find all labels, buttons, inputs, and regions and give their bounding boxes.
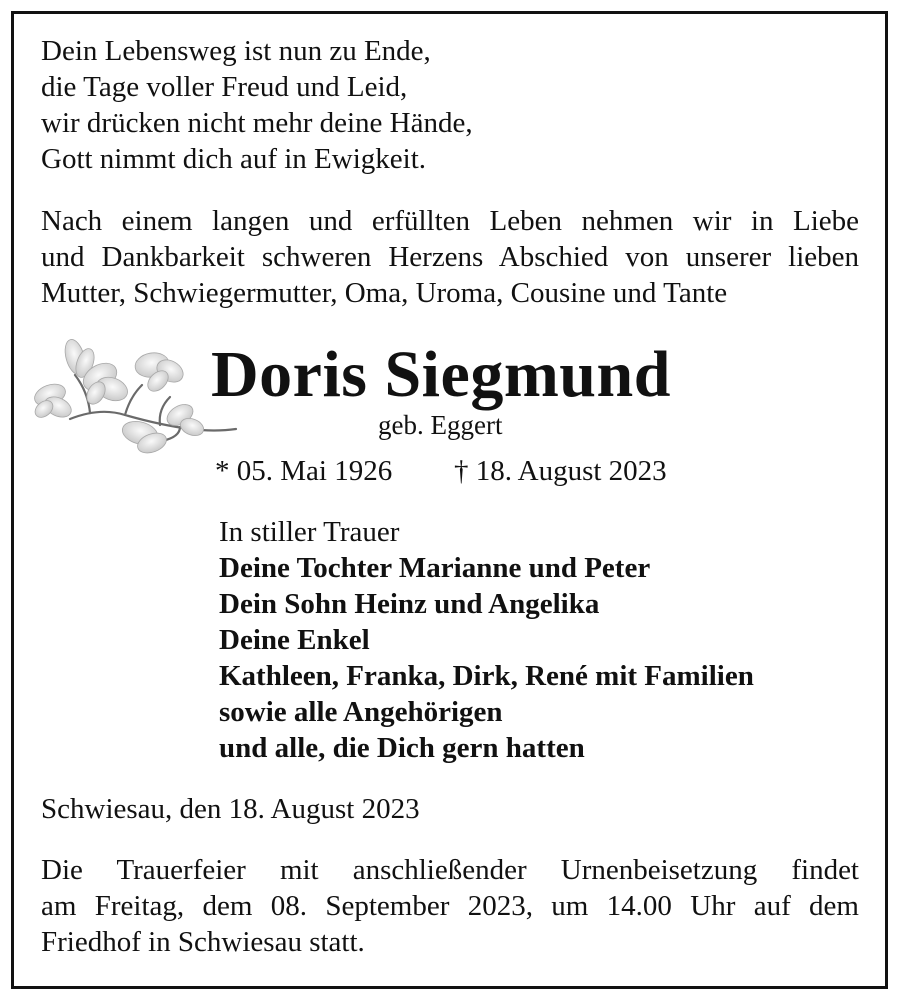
mourner-line-6: und alle, die Dich gern hatten [219,732,585,764]
funeral-line-3: Friedhof in Schwiesau statt. [41,926,365,958]
death-date: † 18. August 2023 [454,455,667,487]
intro-line-1: Nach einem langen und erfüllten Leben nehmen wir in Liebe [41,205,859,237]
deceased-name: Doris Siegmund [211,338,671,411]
magnolia-branch-icon [30,337,240,457]
poem-line-2: die Tage voller Freud und Leid, [41,71,408,103]
mourner-line-4: Kathleen, Franka, Dirk, René mit Familien [219,660,754,692]
intro-line-2: und Dankbarkeit schweren Herzens Abschied von unserer lieben [41,241,859,273]
intro-paragraph [41,203,859,311]
poem-line-4: Gott nimmt dich auf in Ewigkeit. [41,143,427,175]
funeral-line-1: Die Trauerfeier mit anschließender Urnenbeisetzung findet [41,854,859,886]
funeral-paragraph [41,852,859,960]
maiden-name: geb. Eggert [378,410,503,440]
poem-line-3: wir drücken nicht mehr deine Hände, [41,107,473,139]
mourner-line-5: sowie alle Angehörigen [219,696,503,728]
intro-line-3: Mutter, Schwiegermutter, Oma, Uroma, Cousine und Tante [41,277,728,309]
funeral-line-2: am Freitag, dem 08. September 2023, um 14.00 Uhr auf dem [41,890,859,922]
mourners-heading: In stiller Trauer [219,516,400,548]
birth-date: * 05. Mai 1926 [215,455,393,487]
place-date: Schwiesau, den 18. August 2023 [41,793,420,825]
mourner-line-2: Dein Sohn Heinz und Angelika [219,588,600,620]
poem-line-1: Dein Lebensweg ist nun zu Ende, [41,35,431,67]
mourner-line-3: Deine Enkel [219,624,370,656]
mourner-line-1: Deine Tochter Marianne und Peter [219,552,651,584]
